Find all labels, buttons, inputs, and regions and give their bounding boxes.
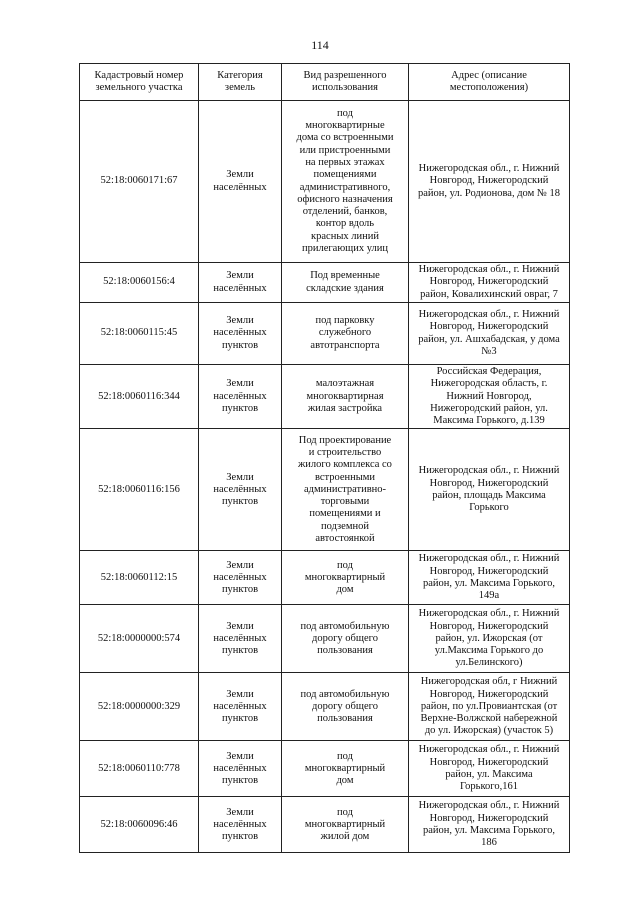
cell-line: район, по ул.Провиантская (от	[420, 700, 558, 712]
cell-line: Земли	[226, 471, 254, 483]
header-use	[282, 64, 409, 101]
cell-line: или пристроенными	[299, 144, 391, 156]
cell-line: административно-	[303, 483, 387, 495]
cell-line: населённых	[213, 282, 267, 294]
permitted-use-cell	[282, 303, 409, 365]
cell-line: под парковку	[315, 315, 375, 327]
cell-line: торговыми	[320, 496, 370, 508]
permitted-use-cell	[282, 101, 409, 263]
cadastral-number-cell: 52:18:0060156:4	[80, 263, 199, 303]
cell-line: пунктов	[221, 775, 259, 787]
cell-line: Российская Федерация,	[436, 366, 542, 377]
cell-line: дом	[336, 775, 354, 787]
cell-line: Земли	[226, 620, 254, 632]
land-category-cell	[199, 741, 282, 797]
land-category-cell	[199, 797, 282, 853]
permitted-use-cell	[282, 673, 409, 741]
cell-line: Верхне-Волжской набережной	[420, 713, 558, 725]
cell-line: Новгород, Нижегородский	[429, 812, 549, 824]
address-cell	[409, 797, 570, 853]
cell-line: район, ул. Родионова, дом № 18	[417, 187, 561, 199]
cell-line: дом	[336, 584, 354, 596]
cell-line: складские здания	[306, 282, 384, 294]
cell-line: Земли	[226, 688, 254, 700]
cell-line: Нижегородский район, ул.	[430, 402, 548, 414]
cadastral-number-cell: 52:18:0060115:45	[80, 303, 199, 365]
table-row	[80, 303, 570, 365]
cell-line: многоквартирный	[304, 762, 386, 774]
cell-line: дорогу общего	[312, 632, 378, 644]
cell-line: использования	[312, 82, 378, 93]
cell-line: ул.Белинского)	[455, 657, 523, 669]
cell-line: многоквартирный	[304, 571, 386, 583]
cell-line: район, площадь Максима	[432, 489, 546, 501]
cell-line: под автомобильную	[300, 688, 390, 700]
cell-line: Кадастровый номер	[94, 69, 184, 81]
cell-line: пунктов	[221, 402, 259, 414]
table-row	[80, 101, 570, 263]
cadastral-number-cell: 52:18:0060110:778	[80, 741, 199, 797]
cell-line: район, Ковалихинский овраг, 7	[420, 288, 558, 300]
cell-line: Новгород, Нижегородский	[429, 688, 549, 700]
cell-line: Под проектирование	[298, 434, 392, 446]
cell-line: Адрес (описание	[451, 69, 527, 81]
table-row	[80, 605, 570, 673]
cell-line: Земли	[226, 270, 254, 282]
cell-line: Нижегородская обл., г. Нижний	[418, 264, 560, 276]
cell-line: Земли	[226, 315, 254, 327]
cell-line: пользования	[317, 645, 373, 657]
permitted-use-cell	[282, 263, 409, 303]
cell-line: до ул. Ижорская) (участок 5)	[424, 725, 554, 737]
cell-line: пунктов	[221, 831, 259, 843]
cell-line: Новгород, Нижегородский	[429, 175, 549, 187]
permitted-use-cell	[282, 551, 409, 605]
address-cell	[409, 551, 570, 605]
cell-line: помещениями и	[309, 508, 381, 520]
permitted-use-cell	[282, 741, 409, 797]
address-cell	[409, 365, 570, 429]
table-row	[80, 797, 570, 853]
cell-line: земель	[224, 82, 256, 93]
land-category-cell	[199, 263, 282, 303]
cell-line: под автомобильную	[300, 620, 390, 632]
address-cell	[409, 673, 570, 741]
permitted-use-cell	[282, 365, 409, 429]
table-row	[80, 551, 570, 605]
cell-line: район, ул. Ижорская (от	[435, 632, 543, 644]
cell-line: Нижегородская обл., г. Нижний	[418, 308, 560, 320]
cell-line: населённых	[213, 390, 267, 402]
cell-line: Максима Горького, д.139	[433, 415, 545, 427]
permitted-use-cell	[282, 429, 409, 551]
cell-line: многоквартирный	[304, 818, 386, 830]
land-category-cell	[199, 673, 282, 741]
cell-line: служебного	[318, 327, 372, 339]
cell-line: подземной	[321, 520, 369, 532]
cadastral-number-cell: 52:18:0000000:574	[80, 605, 199, 673]
cell-line: отделений, банков,	[302, 206, 388, 218]
cell-line: пунктов	[221, 339, 259, 351]
land-category-cell	[199, 365, 282, 429]
address-cell	[409, 101, 570, 263]
cell-line: Нижегородская обл., г. Нижний	[418, 163, 560, 175]
cell-line: Нижегородская обл, г Нижний	[420, 676, 558, 688]
cadastral-number-cell: 52:18:0060112:15	[80, 551, 199, 605]
cell-line: дорогу общего	[312, 700, 378, 712]
cell-line: пунктов	[221, 645, 259, 657]
cell-line: пунктов	[221, 713, 259, 725]
cell-line: автостоянкой	[315, 533, 375, 545]
cell-line: местоположения)	[449, 82, 529, 93]
cell-line: под	[337, 750, 353, 762]
header-address	[409, 64, 570, 101]
cell-line: №3	[481, 345, 497, 357]
cell-line: населённых	[213, 483, 267, 495]
cell-line: Новгород, Нижегородский	[429, 565, 549, 577]
cell-line: Горького,161	[460, 781, 518, 793]
cell-line: жилой дом	[320, 831, 370, 843]
cell-line: Земли	[226, 750, 254, 762]
cell-line: земельного участка	[95, 82, 183, 93]
cell-line: Вид разрешенного	[303, 69, 387, 81]
cell-line: Горького	[469, 502, 509, 514]
cell-line: многоквартирные	[305, 120, 385, 132]
cell-line: жилого комплекса со	[298, 459, 392, 471]
cell-line: под	[337, 806, 353, 818]
permitted-use-cell	[282, 797, 409, 853]
cell-line: Нижегородская обл., г. Нижний	[418, 465, 560, 477]
cell-line: Нижегородская обл., г. Нижний	[418, 744, 560, 756]
cell-line: Категория	[217, 69, 263, 81]
cell-line: Новгород, Нижегородский	[429, 321, 549, 333]
address-cell	[409, 741, 570, 797]
cell-line: район, ул. Максима Горького,	[422, 824, 556, 836]
page-number: 114	[311, 38, 329, 52]
cell-line: район, ул. Ашхабадская, у дома	[418, 333, 560, 345]
cadastral-number-cell: 52:18:0060116:156	[80, 429, 199, 551]
table-row	[80, 365, 570, 429]
cell-line: многоквартирная	[306, 390, 384, 402]
cell-line: пользования	[317, 713, 373, 725]
cell-line: прилегающих улиц	[301, 242, 389, 254]
table-body	[80, 101, 570, 853]
land-category-cell	[199, 101, 282, 263]
cell-line: под	[337, 559, 353, 571]
cell-line: встроенными	[314, 471, 376, 483]
table-row	[80, 673, 570, 741]
cadastral-number-cell: 52:18:0000000:329	[80, 673, 199, 741]
cell-line: Нижегородская обл., г. Нижний	[418, 553, 560, 565]
cell-line: Земли	[226, 806, 254, 818]
cell-line: населённых	[213, 818, 267, 830]
cell-line: Нижний Новгород,	[446, 390, 532, 402]
cell-line: район, ул. Максима Горького,	[422, 577, 556, 589]
cell-line: 149а	[478, 590, 500, 602]
cell-line: Новгород, Нижегородский	[429, 276, 549, 288]
cell-line: Земли	[226, 559, 254, 571]
cell-line: Нижегородская обл., г. Нижний	[418, 608, 560, 620]
cell-line: населённых	[213, 181, 267, 193]
land-category-cell	[199, 551, 282, 605]
cell-line: Нижегородская обл., г. Нижний	[418, 800, 560, 812]
cell-line: Новгород, Нижегородский	[429, 620, 549, 632]
cell-line: жилая застройка	[307, 402, 383, 414]
cell-line: и строительство	[308, 446, 382, 458]
cell-line: Новгород, Нижегородский	[429, 756, 549, 768]
cadastral-number-cell: 52:18:0060096:46	[80, 797, 199, 853]
header-cadastral	[80, 64, 199, 101]
cell-line: ул.Максима Горького до	[434, 645, 544, 657]
address-cell	[409, 303, 570, 365]
table-row	[80, 429, 570, 551]
table-header-row	[80, 64, 570, 101]
cell-line: пунктов	[221, 584, 259, 596]
land-category-cell	[199, 605, 282, 673]
cell-line: административного,	[299, 181, 391, 193]
cell-line: малоэтажная	[315, 378, 375, 390]
cadastral-number-cell: 52:18:0060171:67	[80, 101, 199, 263]
cell-line: Нижегородская область, г.	[430, 378, 548, 390]
cell-line: Земли	[226, 169, 254, 181]
cell-line: 186	[481, 837, 497, 849]
land-category-cell	[199, 303, 282, 365]
cell-line: район, ул. Максима	[445, 768, 533, 780]
table-row	[80, 741, 570, 797]
cell-line: под	[337, 107, 353, 119]
cell-line: контор вдоль	[315, 218, 375, 230]
cell-line: офисного назначения	[297, 193, 393, 205]
cell-line: населённых	[213, 700, 267, 712]
cell-line: населённых	[213, 571, 267, 583]
cell-line: на первых этажах	[305, 156, 385, 168]
permitted-use-cell	[282, 605, 409, 673]
cadastral-number-cell: 52:18:0060116:344	[80, 365, 199, 429]
address-cell	[409, 429, 570, 551]
cell-line: Земли	[226, 378, 254, 390]
cell-line: Новгород, Нижегородский	[429, 477, 549, 489]
header-category	[199, 64, 282, 101]
cell-line: красных линий	[311, 230, 379, 242]
table-row	[80, 263, 570, 303]
cell-line: пунктов	[221, 496, 259, 508]
cell-line: дома со встроенными	[296, 132, 394, 144]
cell-line: населённых	[213, 632, 267, 644]
land-category-cell	[199, 429, 282, 551]
cell-line: населённых	[213, 327, 267, 339]
cell-line: населённых	[213, 762, 267, 774]
address-cell	[409, 263, 570, 303]
cell-line: Под временные	[310, 270, 380, 282]
address-cell	[409, 605, 570, 673]
cell-line: помещениями	[313, 169, 377, 181]
land-plots-table	[79, 63, 570, 853]
cell-line: автотранспорта	[310, 339, 380, 351]
